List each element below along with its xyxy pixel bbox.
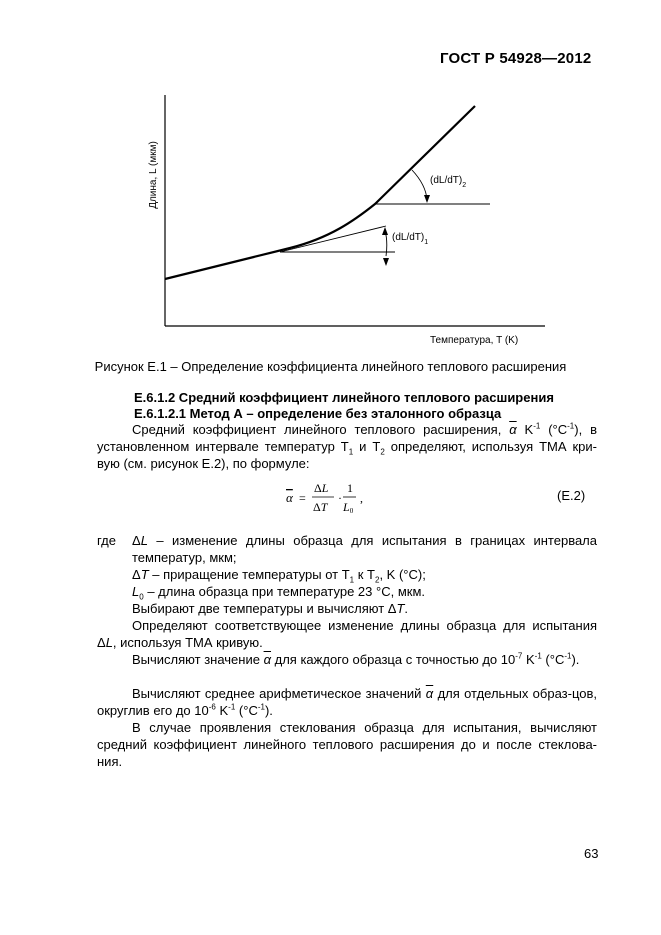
def-dt-a: – приращение температуры от T [152, 567, 350, 582]
section-heading-e6-1-2-1: Е.6.1.2.1 Метод А – определение без эталонного образца [134, 406, 502, 421]
thermal-expansion-figure [130, 90, 550, 350]
definition-delta-t: ΔT – приращение температуры от $T_1$ к $T_2$, K (°C); [132, 567, 426, 585]
p-calc-a: Вычисляют значение [132, 652, 260, 667]
arc-arrow-2 [424, 195, 430, 203]
def-dl-text: – изменение длины образца для испытания в границах интервала температур, мкм; [132, 533, 597, 565]
p1-text-e: и T [359, 439, 381, 454]
section-heading-e6-1-2: Е.6.1.2 Средний коэффициент линейного теплового расширения [134, 390, 554, 405]
svg-text:·: · [338, 491, 342, 505]
p-mean-b: для отдельных образ-цов, округлив его до 10 [97, 686, 597, 718]
arc-arrow-1b [383, 258, 389, 266]
equation-number: (Е.2) [557, 488, 586, 503]
svg-text:α: α [286, 490, 293, 505]
svg-text:ΔL: ΔL [314, 481, 329, 495]
p-det-b: , используя ТМА кривую. [112, 635, 263, 650]
derivative-2-sub: 2 [462, 182, 467, 189]
p1-text-d: ), в установленном интервале температур T [97, 422, 597, 454]
svg-text:=: = [299, 491, 306, 505]
paragraph-calculate: Вычисляют значение $\overline{\alpha}$ для каждого образца с точностью до $10^{-7}$ $K^{-1}$ $(^\circ C^{-1})$. [132, 651, 580, 667]
figure-caption: Рисунок Е.1 – Определение коэффициента линейного теплового расширения [94, 359, 567, 374]
p1-text-c: (°C [548, 422, 568, 437]
p1-sub-1: 1 [348, 447, 354, 457]
x-axis-label: Температура, T (K) [430, 335, 519, 346]
paragraph-mean: Вычисляют среднее арифметическое значений $\overline{\alpha}$ для отдельных образ-цов, округлив его до $10^{-6}$ $K^{-1}$ $(^\circ C^{-1})$. [97, 686, 597, 718]
p-calc-b: для каждого образца с точностью до 10 [274, 652, 516, 667]
derivative-1-sub: 1 [424, 239, 429, 246]
tma-curve [165, 106, 475, 279]
svg-text:,: , [360, 491, 363, 505]
p1-sub-2: 2 [380, 447, 385, 457]
paragraph-determine: Определяют соответствующее изменение длины образца для испытания ΔL, используя ТМА кривую. [97, 618, 597, 650]
definition-l0: $L_0$ – длина образца при температуре 23 °C, мкм. [132, 584, 425, 602]
derivative-label-1 [392, 232, 428, 246]
tangent-line-1 [280, 226, 386, 252]
derivative-2-text: (dL/dT) [430, 175, 463, 186]
arc-arrow-1a [382, 227, 388, 235]
y-axis-label: Длина, L (мкм) [148, 141, 159, 209]
paragraph-glass-transition: В случае проявления стеклования образца для испытания, вычисляют средний коэффициент линейного теплового расширения до и после стеклова-ния. [97, 720, 597, 769]
definition-delta-l: ΔL – изменение длины образца для испытания в границах интервала температур, мкм; [132, 533, 597, 565]
def-dt-b: к T [357, 567, 375, 582]
formula-e2 [280, 478, 600, 518]
svg-text:1: 1 [347, 481, 353, 495]
paragraph-select-temps: Выбирают две температуры и вычисляют ΔT. [132, 601, 409, 616]
svg-text:ΔT: ΔT [313, 500, 328, 514]
paragraph-definition [97, 421, 597, 472]
p-det-a: Определяют соответствующее изменение длины образца для испытания [132, 618, 597, 633]
derivative-label-2 [430, 175, 466, 189]
where-label: где [97, 533, 116, 548]
document-header: ГОСТ Р 54928—2012 [440, 50, 592, 67]
page-number: 63 [584, 846, 599, 861]
p1-sup-c: -1 [567, 421, 575, 431]
def-dt-c: , K (°C); [379, 567, 426, 582]
p1-text-b: K [524, 422, 534, 437]
p1-text-f: определяют, используя ТМА кри-вую (см. рисунок Е.2), по формуле: [97, 439, 597, 471]
p1-text-a: Средний коэффициент линейного теплового расширения, [132, 422, 502, 437]
def-l0-text: – длина образца при температуре 23 °C, мкм. [147, 584, 425, 599]
svg-text:L0: L0 [343, 500, 354, 515]
p-mean-a: Вычисляют среднее арифметическое значений [132, 686, 422, 701]
derivative-1-text: (dL/dT) [392, 232, 425, 243]
alpha-bar-symbol: $\overline{\alpha}$ [509, 422, 517, 437]
p1-sup-b: -1 [533, 421, 541, 431]
